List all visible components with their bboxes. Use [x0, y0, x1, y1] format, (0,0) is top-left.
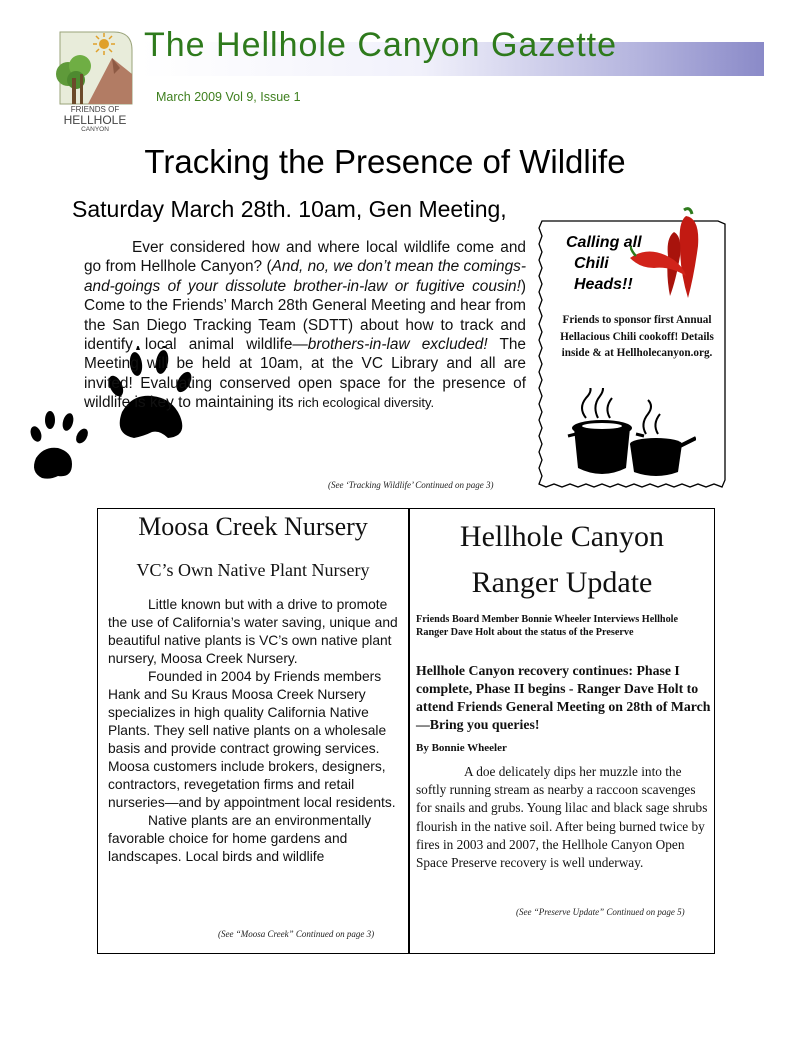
- ranger-title-line-2: Ranger Update: [471, 566, 653, 599]
- moosa-body: [108, 596, 398, 866]
- lead-text-3: The Meeting will be held at 10am, at the VC Library and all are invited! Evaluating conserved open space for the presence of wildlife is key to maintaining its: [84, 336, 526, 412]
- lead-headline: Tracking the Presence of Wildlife: [144, 143, 626, 180]
- moosa-paragraph-2: Founded in 2004 by Friends members Hank and Su Kraus Moosa Creek Nursery specializes in high quality California Native Plants. They sell native plants on a wholesale basis and provide contract growing services. Moosa customers include brokers, designers, contractors, revegetation firms and retail nurseries—and by appointment local residents.: [108, 669, 396, 810]
- paper-title: The Hellhole Canyon Gazette: [144, 26, 618, 64]
- lead-text-1: Ever considered how and where local wildlife come and go from Hellhole Canyon? (: [84, 239, 526, 276]
- chili-pepper-icon: [630, 206, 710, 302]
- chili-heading-line-3: Heads!!: [574, 276, 633, 293]
- ranger-title-line-1: Hellhole Canyon: [459, 520, 665, 553]
- friends-logo: [54, 28, 136, 132]
- ranger-continued-link[interactable]: (See “Preserve Update” Continued on page 5): [516, 907, 685, 917]
- ranger-paragraph: A doe delicately dips her muzzle into the softly running stream as nearby a raccoon scavenges for snails and grubs. Young lilac and black sage shrubs flourish in the native soil. After being burned twice by fires in 2003 and 2007, the Hellhole Canyon Open Space Preserve recovery is well underway.: [416, 764, 708, 871]
- lead-text-2: ) Come to the Friends’ March 28th General Meeting and hear from the San Diego Tracking Team (SDTT) about how to track and identify local animal wildlife—: [84, 277, 526, 354]
- lead-article: [84, 238, 526, 413]
- issue-line: March 2009 Vol 9, Issue 1: [156, 90, 301, 104]
- chili-heading-line-1: Calling all: [566, 234, 642, 251]
- ranger-intro: Friends Board Member Bonnie Wheeler Interviews Hellhole Ranger Dave Holt about the status of the Preserve: [416, 614, 679, 638]
- moosa-continued-link[interactable]: (See “Moosa Creek” Continued on page 3): [218, 929, 375, 939]
- ranger-byline: By Bonnie Wheeler: [416, 742, 507, 754]
- lead-continued-link[interactable]: (See ‘Tracking Wildlife’ Continued on page 3): [328, 480, 494, 490]
- cooking-pots-icon: [566, 388, 696, 478]
- chili-heading-line-2: Chili: [574, 255, 609, 272]
- small-paw-print-icon: [28, 402, 100, 482]
- ranger-headline: Hellhole Canyon recovery continues: Phase I complete, Phase II begins - Ranger Dave Holt to attend Friends General Meeting on 28th of March—Bring you queries!: [416, 663, 711, 732]
- lead-subhead: Saturday March 28th. 10am, Gen Meeting,: [72, 196, 507, 222]
- chili-body: Friends to sponsor first Annual Hellacious Chili cookoff! Details inside & at Hellholecanyon.org.: [560, 314, 714, 359]
- logo-text-top: FRIENDS OF: [70, 105, 120, 114]
- logo-text-mid: HELLHOLE: [63, 113, 127, 127]
- moosa-paragraph-3: Native plants are an environmentally favorable choice for home gardens and landscapes. Local birds and wildlife: [108, 813, 372, 864]
- lead-text-small: rich ecological diversity.: [297, 395, 435, 411]
- moosa-paragraph-1: Little known but with a drive to promote the use of California’s water saving, unique and beautiful native plants is VC’s own native plant nursery, Moosa Creek Nursery.: [108, 597, 398, 666]
- sun-icon: [93, 33, 115, 55]
- lead-text-italic: And, no, we don’t mean the comings-and-goings of your dissolute brother-in-law or fugitive cousin!: [84, 258, 526, 295]
- logo-text-bot: CANYON: [81, 126, 109, 132]
- ranger-title: [409, 514, 715, 606]
- ranger-body: [416, 763, 710, 872]
- lead-text-italic-2: brothers-in-law excluded!: [307, 336, 488, 354]
- moosa-subtitle: VC’s Own Native Plant Nursery: [136, 560, 370, 580]
- moosa-title: Moosa Creek Nursery: [138, 512, 368, 541]
